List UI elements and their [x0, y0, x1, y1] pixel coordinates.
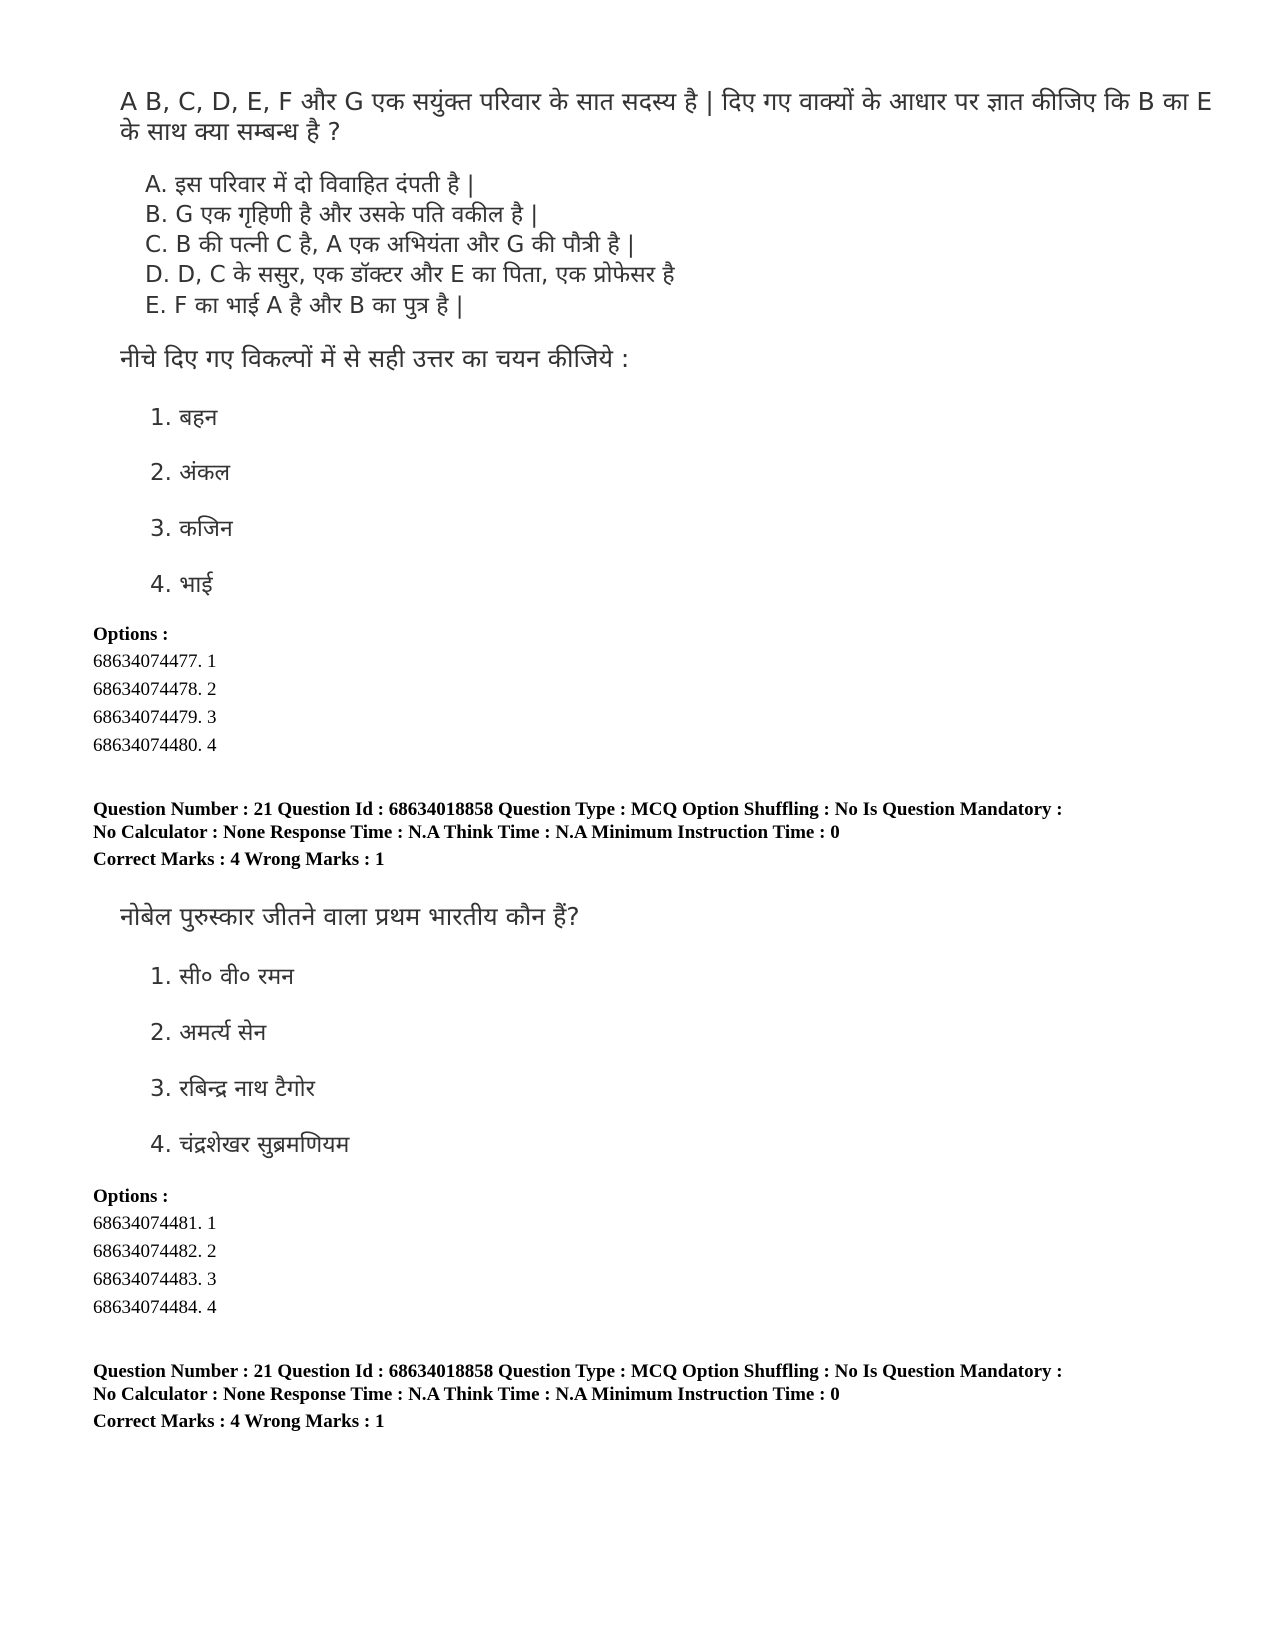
answer-choice-2: 2. अंकल [150, 460, 231, 486]
answer-choice-3: 3. कजिन [150, 516, 233, 542]
statement-b: B. G एक गृहिणी है और उसके पति वकील है | [145, 202, 539, 228]
answer-choice-1: 1. सी० वी० रमन [150, 964, 294, 990]
question-meta-line-1: Question Number : 21 Question Id : 68634018858 Question Type : MCQ Option Shuffling : No Is Question Mandatory : [93, 1361, 1063, 1382]
answer-choice-1: 1. बहन [150, 405, 218, 431]
option-id-4: 68634074484. 4 [93, 1297, 217, 1318]
option-id-1: 68634074477. 1 [93, 651, 217, 672]
statement-c: C. B की पत्नी C है, A एक अभियंता और G की पौत्री है | [145, 232, 635, 258]
answer-choice-2: 2. अमर्त्य सेन [150, 1020, 267, 1046]
answer-choice-3: 3. रबिन्द्र नाथ टैगोर [150, 1076, 316, 1102]
options-label: Options : [93, 624, 169, 645]
option-id-2: 68634074478. 2 [93, 679, 217, 700]
question-meta-line-1: Question Number : 21 Question Id : 68634018858 Question Type : MCQ Option Shuffling : No Is Question Mandatory : [93, 799, 1063, 820]
question-meta-line-2: No Calculator : None Response Time : N.A Think Time : N.A Minimum Instruction Time : 0 [93, 822, 840, 843]
option-id-4: 68634074480. 4 [93, 735, 217, 756]
instruction-text: नीचे दिए गए विकल्पों में से सही उत्तर का चयन कीजिये : [120, 344, 630, 373]
question-text-line-1: A B, C, D, E, F और G एक सयुंक्त परिवार के सात सदस्य है | दिए गए वाक्यों के आधार पर ज्ञात कीजिए कि B का E [120, 87, 1213, 116]
statement-a: A. इस परिवार में दो विवाहित दंपती है | [145, 172, 475, 198]
option-id-1: 68634074481. 1 [93, 1213, 217, 1234]
answer-choice-4: 4. चंद्रशेखर सुब्रमणियम [150, 1132, 350, 1158]
statement-d: D. D, C के ससुर, एक डॉक्टर और E का पिता, एक प्रोफेसर है [145, 262, 675, 288]
question-text: नोबेल पुरुस्कार जीतने वाला प्रथम भारतीय कौन हैं? [120, 902, 580, 931]
answer-choice-4: 4. भाई [150, 572, 213, 598]
option-id-2: 68634074482. 2 [93, 1241, 217, 1262]
options-label: Options : [93, 1186, 169, 1207]
statement-e: E. F का भाई A है और B का पुत्र है | [145, 293, 464, 319]
question-text-line-2: के साथ क्या सम्बन्ध है ? [120, 117, 341, 146]
marks-line: Correct Marks : 4 Wrong Marks : 1 [93, 1411, 385, 1432]
option-id-3: 68634074479. 3 [93, 707, 217, 728]
question-meta-line-2: No Calculator : None Response Time : N.A Think Time : N.A Minimum Instruction Time : 0 [93, 1384, 840, 1405]
option-id-3: 68634074483. 3 [93, 1269, 217, 1290]
marks-line: Correct Marks : 4 Wrong Marks : 1 [93, 849, 385, 870]
